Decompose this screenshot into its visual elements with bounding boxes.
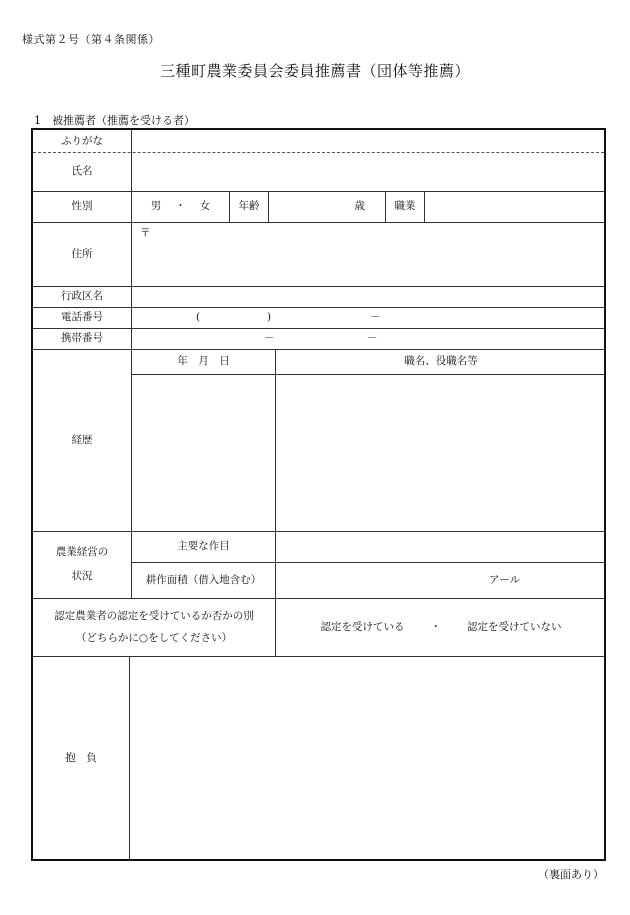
area-unit: アール bbox=[489, 574, 520, 587]
age-field[interactable] bbox=[269, 191, 385, 222]
name-label: 氏名 bbox=[71, 165, 93, 178]
aspiration-label: 抱 負 bbox=[65, 752, 97, 765]
gender-separator: ・ bbox=[175, 200, 186, 213]
occupation-field[interactable] bbox=[425, 191, 606, 222]
certified-no-option[interactable]: 認定を受けていない bbox=[467, 620, 562, 633]
phone-dash: － bbox=[370, 311, 381, 324]
nominee-form-table bbox=[31, 128, 606, 861]
phone-paren-close: ) bbox=[267, 311, 272, 324]
age-unit: 歳 bbox=[354, 200, 365, 213]
phone-paren-open: ( bbox=[196, 311, 201, 324]
occupation-label: 職業 bbox=[394, 200, 416, 213]
farm-status-label-line-2: 状況 bbox=[71, 569, 93, 582]
document-title: 三種町農業委員会委員推薦書（団体等推薦） bbox=[159, 62, 470, 80]
mobile-dash-1: － bbox=[264, 332, 275, 345]
gender-male-option[interactable]: 男 bbox=[150, 200, 162, 213]
certified-yes-option[interactable]: 認定を受けている bbox=[320, 620, 405, 633]
career-position-field[interactable] bbox=[276, 375, 606, 531]
admin-district-field[interactable] bbox=[132, 286, 606, 307]
reverse-side-note: （裏面あり） bbox=[538, 868, 604, 881]
phone-label: 電話番号 bbox=[61, 311, 103, 324]
gender-label: 性別 bbox=[71, 200, 93, 213]
name-field[interactable] bbox=[132, 152, 606, 191]
age-label: 年齢 bbox=[238, 200, 260, 213]
admin-district-label: 行政区名 bbox=[61, 290, 103, 303]
furigana-label: ふりがな bbox=[61, 134, 103, 147]
career-date-header: 年 月 日 bbox=[177, 355, 230, 368]
cultivated-area-field[interactable] bbox=[276, 563, 606, 598]
certified-separator: ・ bbox=[430, 620, 441, 633]
certified-question-line-2: （どちらかに○をしてください） bbox=[75, 632, 233, 644]
mobile-label: 携帯番号 bbox=[61, 332, 103, 345]
career-label: 経歴 bbox=[71, 433, 93, 446]
main-crop-label: 主要な作目 bbox=[177, 540, 230, 553]
gender-female-option[interactable]: 女 bbox=[199, 200, 211, 213]
aspiration-field[interactable] bbox=[130, 656, 606, 861]
certified-options[interactable] bbox=[276, 598, 606, 656]
phone-field[interactable] bbox=[132, 307, 606, 328]
postal-mark: 〒 bbox=[140, 227, 151, 239]
career-position-header: 職名、役職名等 bbox=[404, 355, 478, 368]
mobile-field[interactable] bbox=[132, 328, 606, 349]
farm-status-label-line-1: 農業経営の bbox=[55, 546, 109, 559]
certified-question-line-1: 認定農業者の認定を受けているか否かの別 bbox=[54, 609, 254, 622]
address-field[interactable] bbox=[132, 222, 606, 286]
furigana-field[interactable] bbox=[132, 130, 606, 152]
gender-options[interactable] bbox=[132, 191, 229, 222]
main-crop-field[interactable] bbox=[276, 531, 606, 562]
mobile-dash-2: － bbox=[367, 332, 378, 345]
address-label: 住所 bbox=[71, 247, 93, 260]
form-number: 様式第２号（第４条関係） bbox=[22, 33, 160, 46]
certified-question bbox=[33, 598, 275, 656]
farm-status-label bbox=[33, 531, 131, 598]
section-label: 1 被推薦者（推薦を受ける者） bbox=[34, 114, 195, 127]
cultivated-area-label: 耕作面積（借入地含む） bbox=[145, 574, 262, 587]
career-date-field[interactable] bbox=[132, 375, 275, 531]
